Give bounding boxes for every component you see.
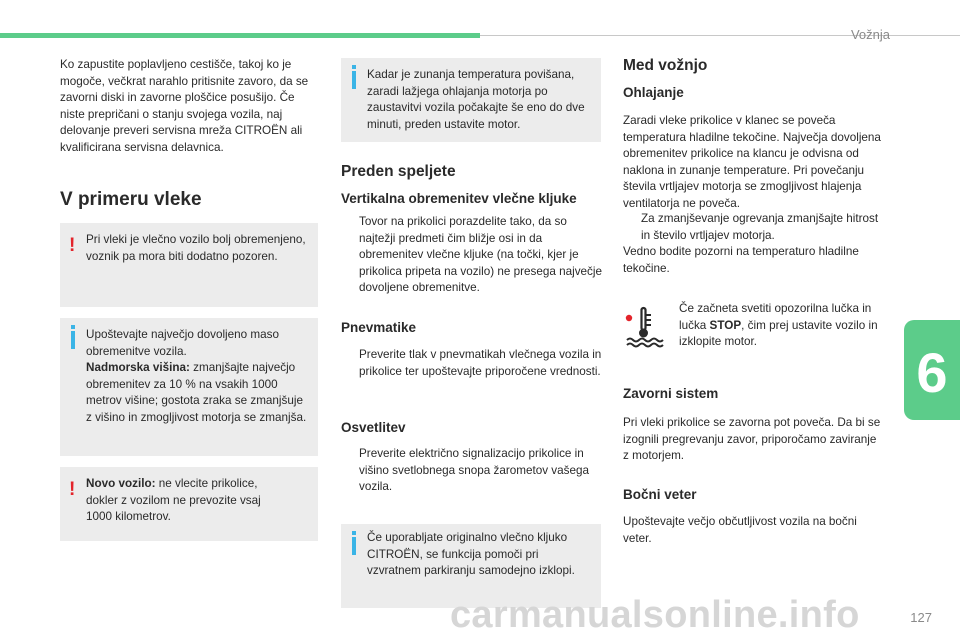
warning-lamp-text: Če začneta svetiti opozorilna lučka in lučka STOP, čim prej ustavite vozilo in izklopite motor. [679,302,878,348]
warning-icon: ! [69,479,76,500]
braking-subheading: Zavorni sistem [623,386,719,401]
warning-dot [626,315,632,321]
info-box-load [60,318,318,456]
header-accent-line [0,33,480,38]
cooling-paragraph: Zaradi vleke prikolice v klanec se poveča temperatura hladilne tekočine. Največja dovoljena obremenitev prikolice na klancu je odvisna od naklona in zunanje temperature. Pri povečanju števila vrtljajev motorja se zmogljivost hlajenja ventilatorja ne poveča. [623,114,881,210]
info-text: Kadar je zunanja temperatura povišana, zaradi lažjega ohlajanja motorja po zaustavitvi vozila počakajte še eno do dve minuti, preden ustavite motor. [367,68,585,131]
crosswind-paragraph: Upoštevajte večjo občutljivost vozila na bočni veter. [623,515,857,545]
section-title: Vožnja [850,27,890,42]
lighting-bullet: Preverite električno signalizacijo prikolice in višino svetlobnega snopa žarometov vašega vozila. [359,447,589,493]
info-icon [71,331,75,349]
towing-heading: V primeru vleke [60,189,202,210]
cooling-bullet: Za zmanjševanje ogrevanja zmanjšajte hitrost in število vrtljajev motorja. [641,212,879,242]
before-driving-heading: Preden speljete [341,163,456,180]
info-icon [352,537,356,555]
braking-paragraph: Pri vleki prikolice se zavorna pot poveča. Da bi se izognili pregrevanju zavor, priporočamo zaviranje z motorjem. [623,416,881,462]
hitch-load-subheading: Vertikalna obremenitev vlečne kljuke [341,191,577,206]
watermark: carmanualsonline.info [450,594,860,636]
cooling-subheading: Ohlajanje [623,85,684,100]
warning-box-towing [60,223,318,307]
info-text: Upoštevajte največjo dovoljeno maso obremenitve vozila. Nadmorska višina: zmanjšajte največjo obremenitev za 10 % na vsakih 1000 metrov višine; gostota zraka se zmanjšuje z višino in zmogljivost motorja se zmanjša. [86,328,307,424]
warning-text: Novo vozilo: ne vlecite prikolice, dokler z vozilom ne prevozite vsaj 1000 kilometrov. [86,477,261,523]
intro-paragraph: Ko zapustite poplavljeno cestišče, takoj ko je mogoče, večkrat narahlo pritisnite zavoro, da se zavorni diski in zavorne ploščice posušijo. Če niste prepričani o stanju svojega vozila, naj delovanje preveri servisna mreža CITROËN ali kvalificirana servisna delavnica. [60,58,309,154]
warning-box-new-vehicle [60,467,318,541]
crosswind-subheading: Bočni veter [623,487,697,502]
warning-text: Pri vleki je vlečno vozilo bolj obremenjeno, voznik pa mora biti dodatno pozoren. [86,233,306,263]
warning-icon: ! [69,235,76,256]
lighting-subheading: Osvetlitev [341,420,406,435]
cooling-note: Vedno bodite pozorni na temperaturo hladilne tekočine. [623,245,859,275]
chapter-number: 6 [916,341,948,404]
while-driving-heading: Med vožnjo [623,57,708,74]
tyres-subheading: Pnevmatike [341,320,417,335]
page-number: 127 [910,610,932,625]
coolant-temperature-warning-icon [624,306,664,348]
tyres-bullet: Preverite tlak v pnevmatikah vlečnega vozila in prikolice ter upoštevajte priporočene vrednosti. [359,348,602,378]
info-box-temperature [341,58,601,142]
info-icon [352,71,356,89]
chapter-tab [904,320,960,420]
hitch-load-bullet: Tovor na prikolici porazdelite tako, da so najtežji predmeti čim bližje osi in da obremenitev vlečne kljuke (na točki, kjer je prikolica pripeta na vozilo) ne presega največje dovoljene obremenitve. [359,215,602,294]
info-text: Če uporabljate originalno vlečno kljuko CITROËN, se funkcija pomoči pri vzvratnem parkiranju samodejno izklopi. [367,531,575,577]
